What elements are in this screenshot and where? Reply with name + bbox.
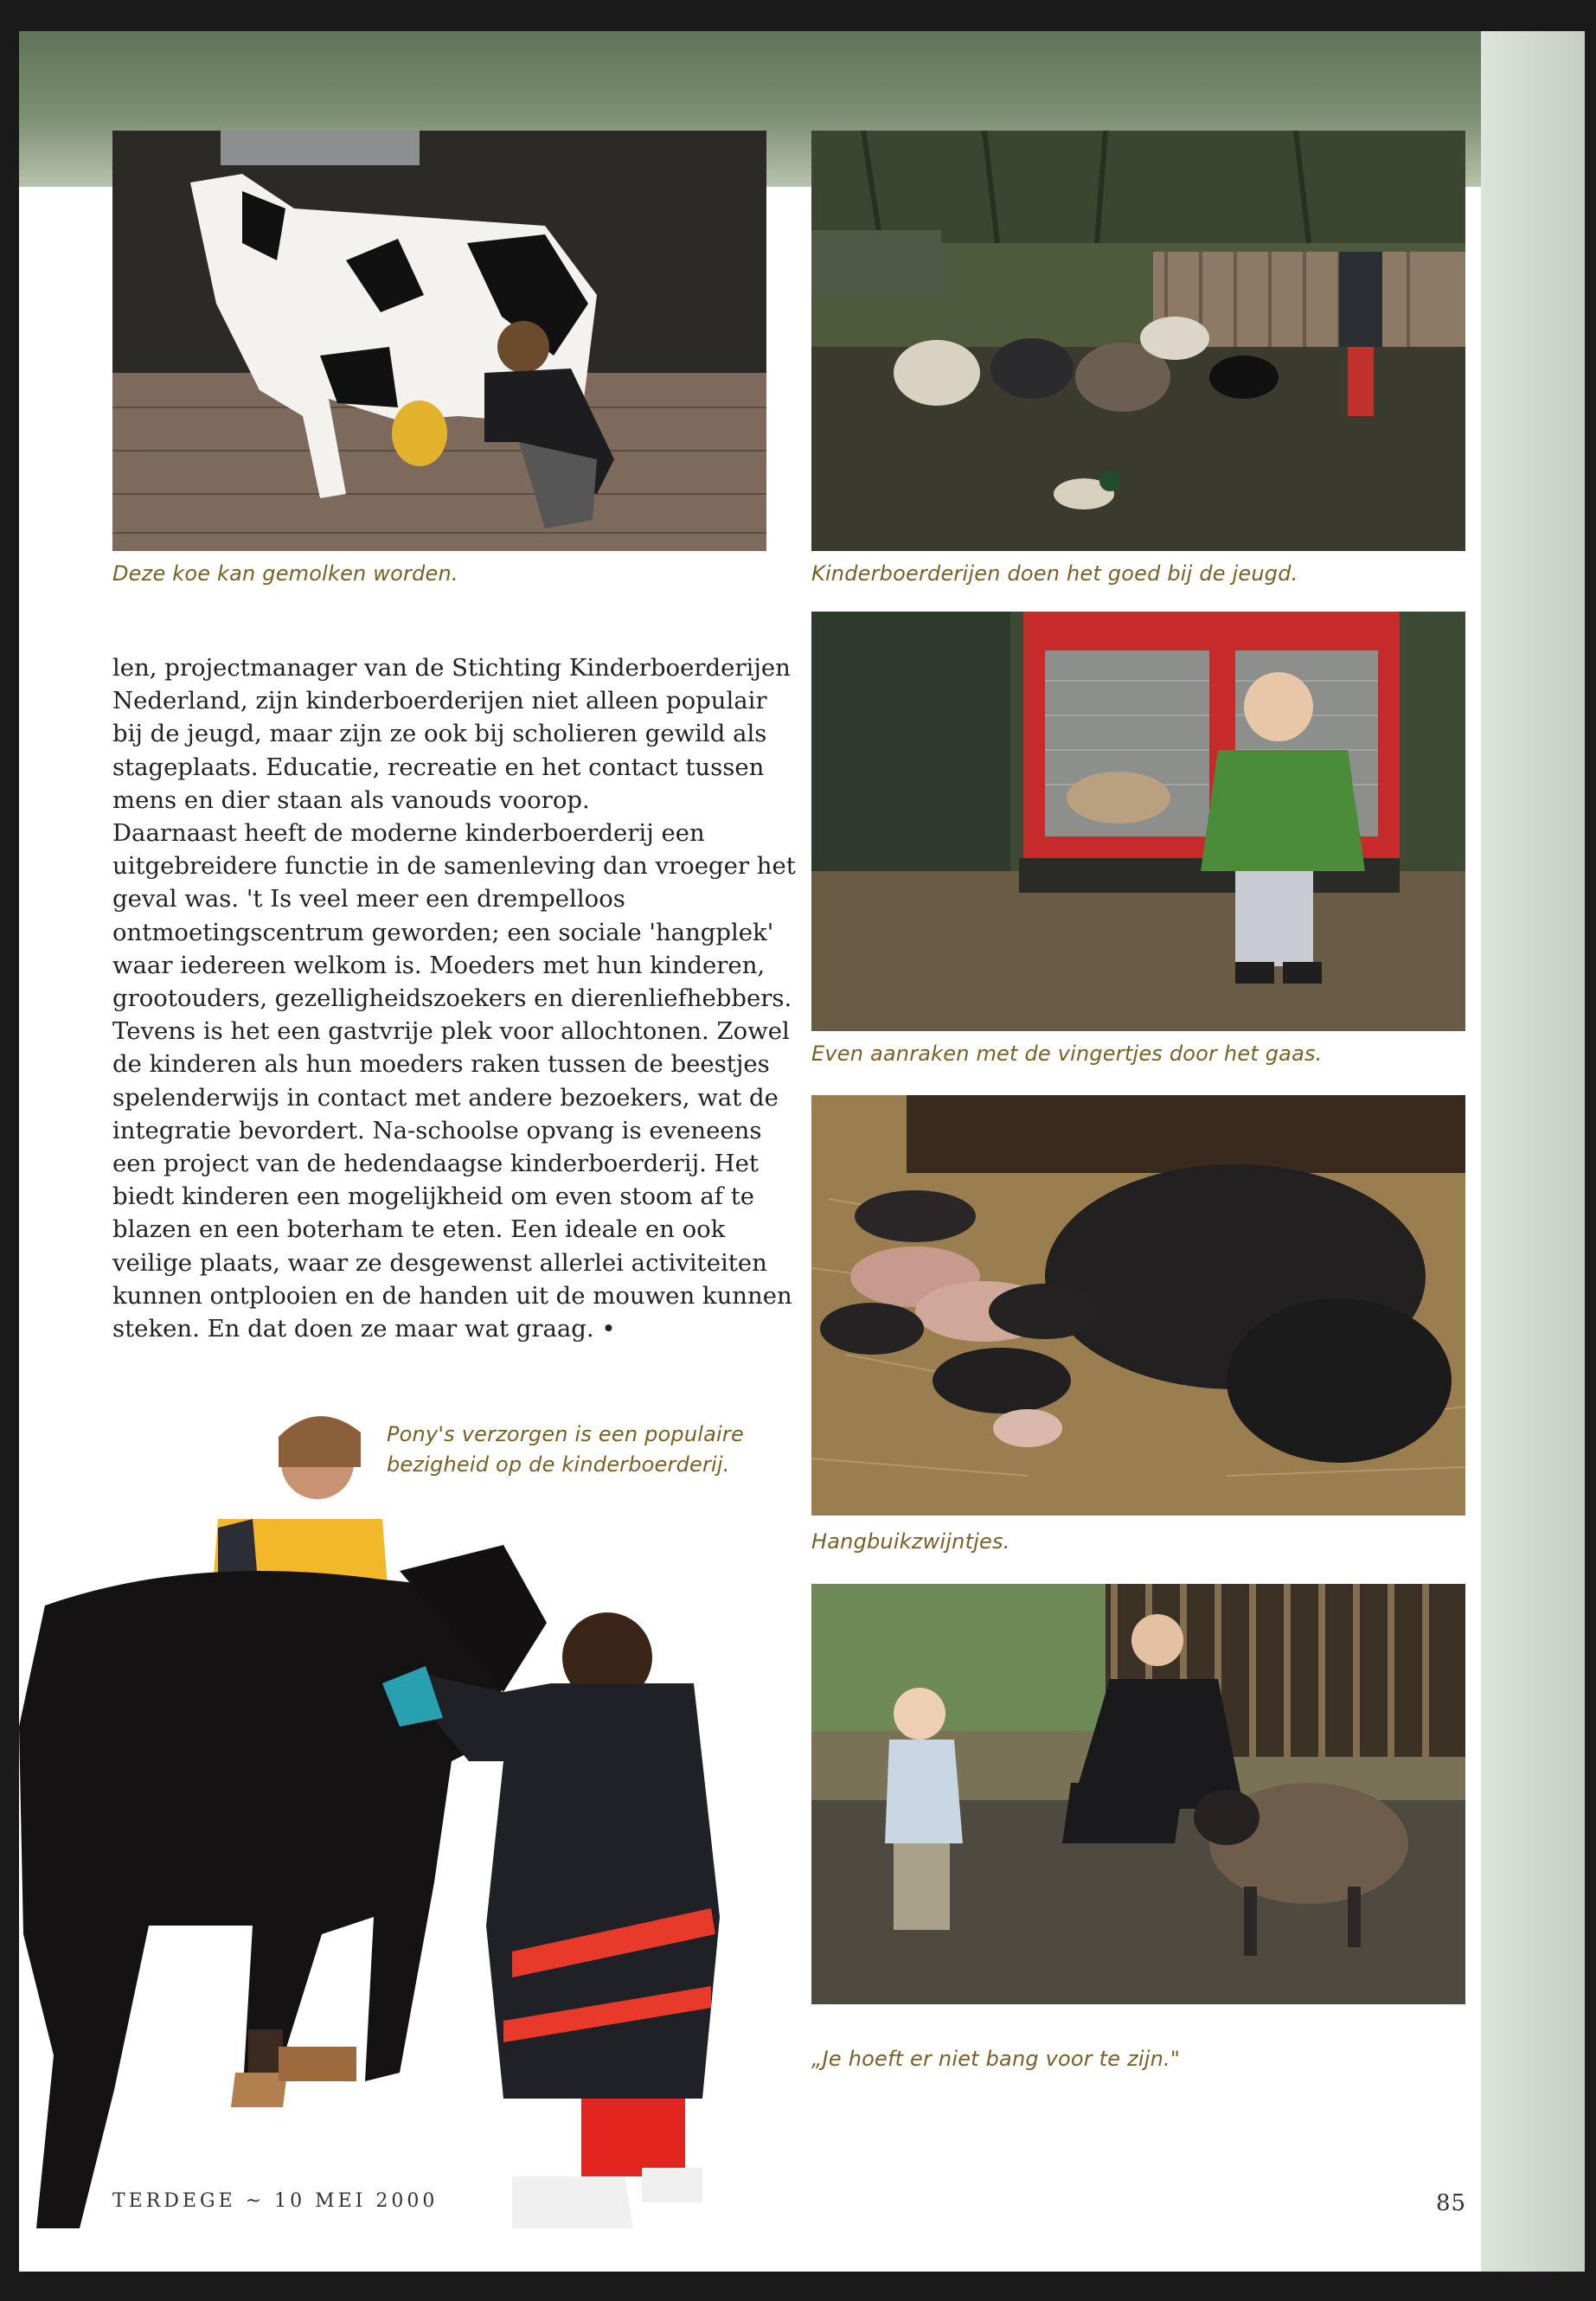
photo-sheep-and-goats xyxy=(811,131,1465,551)
right-color-band xyxy=(1481,31,1585,2272)
caption-sheep2: „Je hoeft er niet bang voor te zijn." xyxy=(811,2047,1181,2071)
photo-rabbit-hutch xyxy=(811,612,1465,1031)
magazine-page xyxy=(19,31,1585,2272)
photo-child-with-sheep xyxy=(811,1584,1465,2004)
photo-pony-grooming xyxy=(19,1398,728,2272)
caption-pony-text: Pony's verzorgen is een populaire bezigheid op de kinderboerderij. xyxy=(387,1422,744,1477)
article-body xyxy=(112,651,796,1345)
footer-magazine: TERDEGE xyxy=(112,2190,236,2212)
photo-potbellied-pigs xyxy=(811,1095,1465,1516)
caption-rabbits: Even aanraken met de vingertjes door het gaas. xyxy=(811,1042,1323,1066)
footer-left xyxy=(112,2190,438,2212)
photo-cow-milking xyxy=(112,131,766,551)
caption-pigs: Hangbuikzwijntjes. xyxy=(811,1529,1010,1554)
footer-separator: ~ xyxy=(245,2190,266,2212)
caption-sheep: Kinderboerderijen doen het goed bij de jeugd. xyxy=(811,561,1298,586)
article-paragraph-1: len, projectmanager van de Stichting Kinderboerderijen Nederland, zijn kinderboerderijen niet alleen populair bij de jeugd, maar zijn ze ook bij scholieren gewild als stageplaats. Educatie, recreatie en het contact tussen mens en dier staan als vanouds voorop. xyxy=(112,654,791,814)
footer-date: 10 MEI 2000 xyxy=(274,2190,439,2212)
page-number: 85 xyxy=(1436,2190,1467,2216)
caption-cow: Deze koe kan gemolken worden. xyxy=(112,561,458,586)
article-paragraph-2: Daarnaast heeft de moderne kinderboerderij een uitgebreidere functie in de samenleving dan vroeger het geval was. 't Is veel meer een drempelloos ontmoetingscentrum geworden; een sociale 'hangplek' waar iedereen welkom is. Moeders met hun kinderen, grootouders, gezelligheidszoekers en dierenliefhebbers. Tevens is het een gastvrije plek voor allochtonen. Zowel de kinderen als hun moeders raken tussen de beestjes spelenderwijs in contact met andere bezoekers, wat de integratie bevordert. Na-schoolse opvang is eveneens een project van de hedendaagse kinderboerderij. Het biedt kinderen een mogelijkheid om even stoom af te blazen en een boterham te eten. Een ideale en ook veilige plaats, waar ze desgewenst allerlei activiteiten kunnen ontplooien en de handen uit de mouwen kunnen steken. En dat doen ze maar wat graag. • xyxy=(112,819,796,1343)
